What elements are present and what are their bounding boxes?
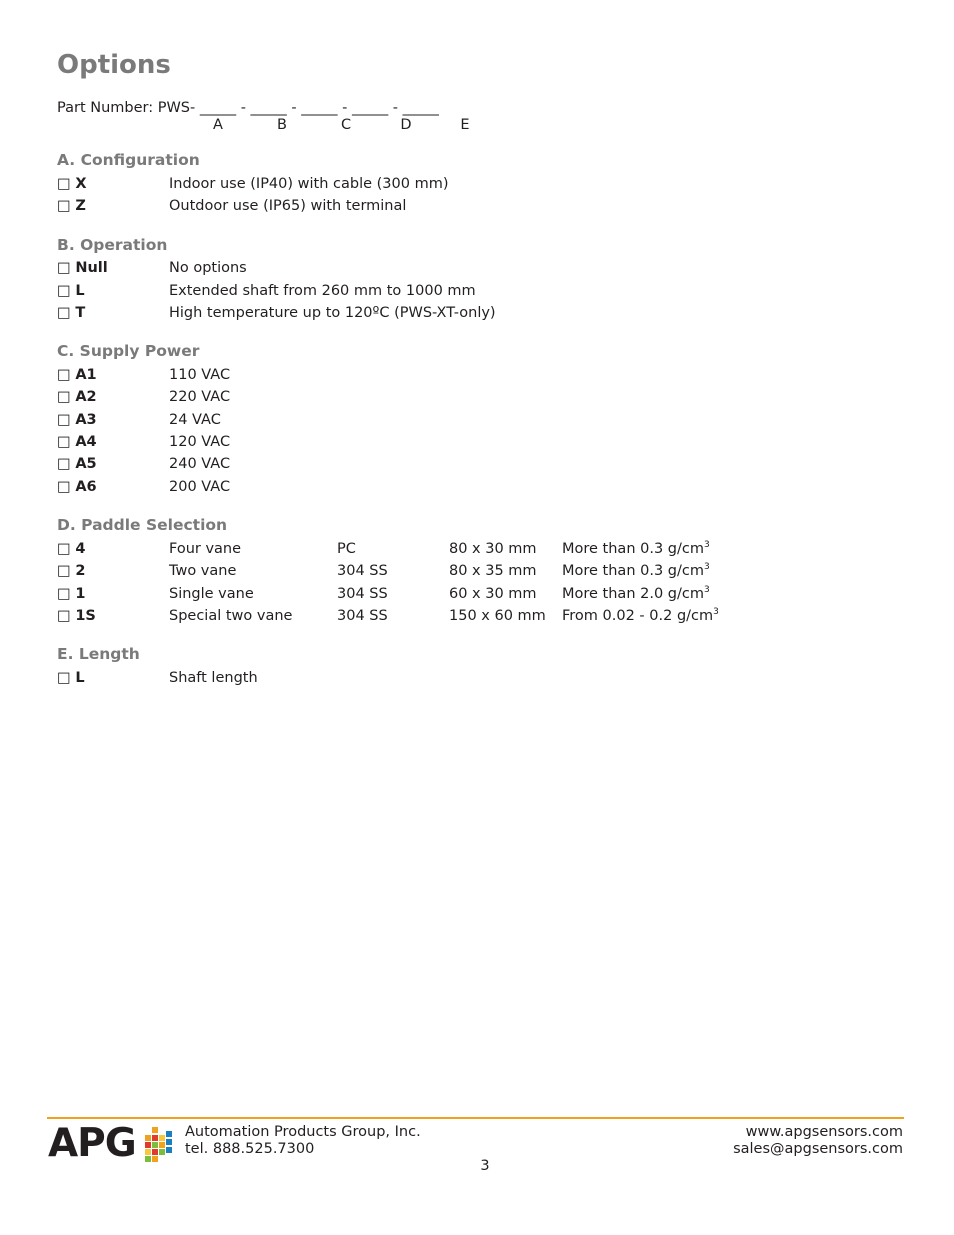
option-description: No options [169, 260, 247, 276]
paddle-size: 60 x 30 mm [449, 586, 537, 602]
checkbox-icon[interactable]: □ [57, 305, 71, 321]
checkbox-icon[interactable]: □ [57, 434, 71, 450]
checkbox-icon[interactable]: □ [57, 670, 71, 686]
option-description: High temperature up to 120ºC (PWS-XT-only) [169, 305, 496, 321]
option-code[interactable]: □ L [57, 670, 85, 686]
option-code[interactable]: □ A4 [57, 434, 97, 450]
option-description: Shaft length [169, 670, 258, 686]
checkbox-icon[interactable]: □ [57, 260, 71, 276]
footer-divider [47, 1117, 904, 1119]
checkbox-icon[interactable]: □ [57, 586, 71, 602]
page-number: 3 [480, 1158, 490, 1174]
paddle-material: 304 SS [337, 586, 388, 602]
section-title-configuration: A. Configuration [57, 151, 200, 169]
option-code[interactable]: □ A2 [57, 389, 97, 405]
option-code[interactable]: □ A5 [57, 456, 97, 472]
part-number-line: Part Number: PWS- _____ - _____ - _____ - _____ - _____ [57, 100, 439, 116]
logo-wordmark: APG [48, 1121, 136, 1166]
paddle-size: 80 x 35 mm [449, 563, 537, 579]
paddle-density: More than 0.3 $g/cm^3$ [562, 562, 710, 579]
option-code[interactable]: □ 1 [57, 586, 86, 602]
company-name: Automation Products Group, Inc. [185, 1124, 421, 1140]
email-link[interactable]: sales@apgsensors.com [733, 1141, 903, 1157]
option-description: 200 VAC [169, 479, 231, 495]
option-code[interactable]: □ 2 [57, 563, 86, 579]
checkbox-icon[interactable]: □ [57, 412, 71, 428]
paddle-size: 80 x 30 mm [449, 541, 537, 557]
option-description: Four vane [169, 541, 242, 557]
paddle-material: 304 SS [337, 608, 388, 624]
checkbox-icon[interactable]: □ [57, 367, 71, 383]
section-title-paddle-selection: D. Paddle Selection [57, 516, 228, 534]
option-description: 24 VAC [169, 412, 221, 428]
section-title-supply-power: C. Supply Power [57, 342, 200, 360]
part-letter-b: B [277, 117, 287, 133]
option-description: Special two vane [169, 608, 293, 624]
option-description: 110 VAC [169, 367, 231, 383]
checkbox-icon[interactable]: □ [57, 541, 71, 557]
option-code[interactable]: □ X [57, 176, 87, 192]
option-code[interactable]: □ A6 [57, 479, 97, 495]
option-description: 120 VAC [169, 434, 231, 450]
option-description: Two vane [169, 563, 237, 579]
section-title-length: E. Length [57, 645, 140, 663]
checkbox-icon[interactable]: □ [57, 479, 71, 495]
page-title: Options [57, 50, 171, 80]
website-link[interactable]: www.apgsensors.com [745, 1124, 903, 1140]
checkbox-icon[interactable]: □ [57, 608, 71, 624]
option-code[interactable]: □ A3 [57, 412, 97, 428]
section-title-operation: B. Operation [57, 236, 168, 254]
footer-contact-right [733, 1124, 903, 1158]
option-code[interactable]: □ T [57, 305, 86, 321]
option-description: Indoor use (IP40) with cable (300 mm) [169, 176, 449, 192]
option-code[interactable]: □ 1S [57, 608, 96, 624]
option-code[interactable]: □ L [57, 283, 85, 299]
option-code[interactable]: □ Null [57, 260, 108, 276]
option-description: 220 VAC [169, 389, 231, 405]
footer-contact-left [185, 1124, 421, 1158]
part-letter-d: D [400, 117, 412, 133]
paddle-material: 304 SS [337, 563, 388, 579]
option-description: 240 VAC [169, 456, 231, 472]
phone-number: tel. 888.525.7300 [185, 1141, 315, 1157]
part-letter-a: A [213, 117, 223, 133]
checkbox-icon[interactable]: □ [57, 283, 71, 299]
option-code[interactable]: □ Z [57, 198, 86, 214]
paddle-material: PC [337, 541, 356, 557]
checkbox-icon[interactable]: □ [57, 456, 71, 472]
option-description: Outdoor use (IP65) with terminal [169, 198, 407, 214]
option-description: Single vane [169, 586, 254, 602]
option-code[interactable]: □ 4 [57, 541, 86, 557]
option-description: Extended shaft from 260 mm to 1000 mm [169, 283, 476, 299]
paddle-density: From 0.02 - 0.2 $g/cm^3$ [562, 607, 719, 624]
checkbox-icon[interactable]: □ [57, 176, 71, 192]
paddle-size: 150 x 60 mm [449, 608, 546, 624]
checkbox-icon[interactable]: □ [57, 198, 71, 214]
checkbox-icon[interactable]: □ [57, 389, 71, 405]
paddle-density: More than 0.3 $g/cm^3$ [562, 540, 710, 557]
paddle-density: More than 2.0 $g/cm^3$ [562, 585, 710, 602]
part-number-template [57, 100, 439, 116]
part-letter-e: E [460, 117, 470, 133]
option-code[interactable]: □ A1 [57, 367, 97, 383]
checkbox-icon[interactable]: □ [57, 563, 71, 579]
part-letter-c: C [340, 117, 352, 133]
